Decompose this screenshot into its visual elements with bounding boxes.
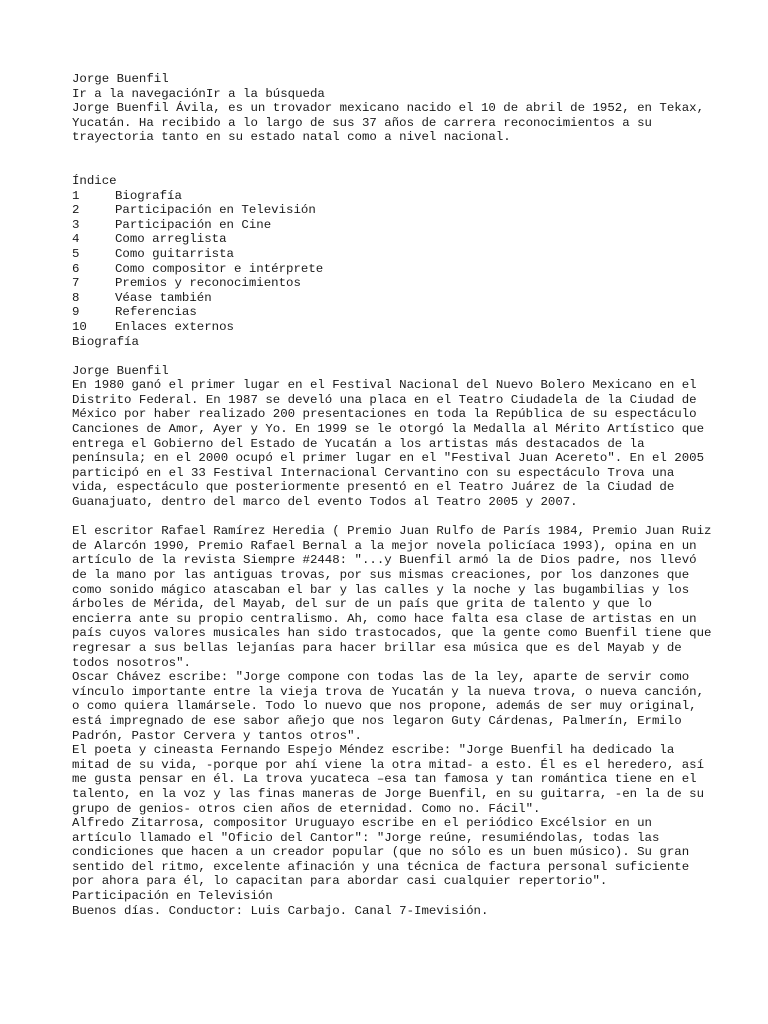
toc-number: 10 xyxy=(72,319,87,334)
image-caption: Jorge Buenfil xyxy=(72,363,169,378)
toc-label: Como compositor e intérprete xyxy=(115,261,324,276)
section-heading-television: Participación en Televisión xyxy=(72,889,273,904)
toc-heading: Índice xyxy=(72,173,117,188)
toc-number: 3 xyxy=(72,217,80,232)
article-page xyxy=(72,72,712,918)
table-of-contents xyxy=(72,174,712,335)
toc-label: Como arreglista xyxy=(115,232,227,247)
toc-label: Véase también xyxy=(115,290,212,305)
skip-to-search-link[interactable]: Ir a la búsqueda xyxy=(205,86,325,101)
toc-label: Participación en Cine xyxy=(115,217,272,232)
biografia-paragraph-5: Alfredo Zitarrosa, compositor Uruguayo escribe en el periódico Excélsior en un artículo llamado el "Oficio del Cantor": "Jorge reúne, resumiéndolas, todas las condiciones que hacen a un creador popular (que no sólo es un buen músico). Su gran sentido del ritmo, excelente afinación y una técnica de factura personal suficiente por ahora para él, lo capacitan para abordar casi cualquier repertorio". xyxy=(72,816,690,889)
toc-item-vease-tambien[interactable] xyxy=(72,291,712,306)
toc-item-referencias[interactable] xyxy=(72,305,712,320)
biografia-paragraph-1: En 1980 ganó el primer lugar en el Festival Nacional del Nuevo Bolero Mexicano en el Distrito Federal. En 1987 se develó una placa en el Teatro Ciudadela de la Ciudad de México por haber realizado 200 presentaciones en toda la República de su espectáculo Canciones de Amor, Ayer y Yo. En 1999 se le otorgó la Medalla al Mérito Artístico que entrega el Gobierno del Estado de Yucatán a los artistas más destacados de la península; en el 2000 ocupó el primer lugar en el "Festival Juan Acereto". En el 2005 participó en el 33 Festival Internacional Cervantino con su espectáculo Trova una vida, espectáculo que posteriormente presentó en el Teatro Juárez de la Ciudad de Guanajuato, dentro del marco del evento Todos al Teatro 2005 y 2007. xyxy=(72,378,705,510)
toc-item-guitarrista[interactable] xyxy=(72,247,712,262)
biografia-paragraph-2: El escritor Rafael Ramírez Heredia ( Premio Juan Rulfo de París 1984, Premio Juan Ruiz de Alarcón 1990, Premio Rafael Bernal a la mejor novela policíaca 1993), opina en un artículo de la revista Siempre #2448: "...y Buenfil armó la de Dios padre, nos llevó de la mano por las antiguas trovas, por sus mismas creaciones, por los danzones que como sonido mágico atascaban el bar y las calles y la noche y las bugambilias y los árboles de Mérida, del Mayab, del sur de un país que grita de talento y que lo encierra ante su propio centralismo. Ah, como hace falta esa clase de artistas en un país cuyos valores musicales han sido trastocados, que la gente como Buenfil tiene que regresar a sus bellas lejanías para hacer brillar esa música que es del Mayab y de todos nosotros". xyxy=(72,524,712,670)
toc-item-premios[interactable] xyxy=(72,276,712,291)
toc-label: Premios y reconocimientos xyxy=(115,276,301,291)
toc-item-cine[interactable] xyxy=(72,218,712,233)
toc-item-compositor[interactable] xyxy=(72,262,712,277)
toc-number: 7 xyxy=(72,276,80,291)
biografia-paragraph-4: El poeta y cineasta Fernando Espejo Méndez escribe: "Jorge Buenfil ha dedicado la mitad de su vida, -porque por ahí viene la otra mitad- a esto. Él es el heredero, así me gusta pensar en él. La trova yucateca –esa tan famosa y tan romántica tiene en el talento, en la voz y las finas maneras de Jorge Buenfil, en su guitarra, -en la de su grupo de genios- otros cien años de eternidad. Como no. Fácil". xyxy=(72,743,705,816)
skip-links xyxy=(72,87,712,102)
toc-label: Participación en Televisión xyxy=(115,203,316,218)
toc-number: 8 xyxy=(72,290,80,305)
article-title: Jorge Buenfil xyxy=(72,72,169,86)
toc-label: Biografía xyxy=(115,188,182,203)
toc-number: 9 xyxy=(72,305,80,320)
toc-number: 1 xyxy=(72,188,80,203)
toc-number: 4 xyxy=(72,232,80,247)
toc-item-arreglista[interactable] xyxy=(72,232,712,247)
toc-item-television[interactable] xyxy=(72,203,712,218)
skip-to-navigation-link[interactable]: Ir a la navegación xyxy=(72,86,206,101)
toc-number: 6 xyxy=(72,261,80,276)
toc-label: Como guitarrista xyxy=(115,246,234,261)
toc-item-enlaces-externos[interactable] xyxy=(72,320,712,335)
intro-paragraph: Jorge Buenfil Ávila, es un trovador mexicano nacido el 10 de abril de 1952, en Tekax, Yucatán. Ha recibido a lo largo de sus 37 años de carrera reconocimientos a su trayectoria tanto en su estado natal como a nivel nacional. xyxy=(72,101,705,145)
toc-label: Referencias xyxy=(115,305,197,320)
toc-number: 2 xyxy=(72,203,80,218)
biografia-paragraph-3: Oscar Chávez escribe: "Jorge compone con todas las de la ley, aparte de servir como vínculo importante entre la vieja trova de Yucatán y la nueva trova, o nueva canción, o como quiera llamársele. Todo lo nuevo que nos propone, además de ser muy original, está impregnado de ese sabor añejo que nos legaron Guty Cárdenas, Palmerín, Ermilo Padrón, Pastor Cervera y tantos otros". xyxy=(72,670,705,743)
television-item: Buenos días. Conductor: Luis Carbajo. Canal 7-Imevisión. xyxy=(72,903,489,918)
toc-label: Enlaces externos xyxy=(115,319,234,334)
section-heading-biografia: Biografía xyxy=(72,334,139,349)
toc-item-biografia[interactable] xyxy=(72,189,712,204)
toc-number: 5 xyxy=(72,246,80,261)
